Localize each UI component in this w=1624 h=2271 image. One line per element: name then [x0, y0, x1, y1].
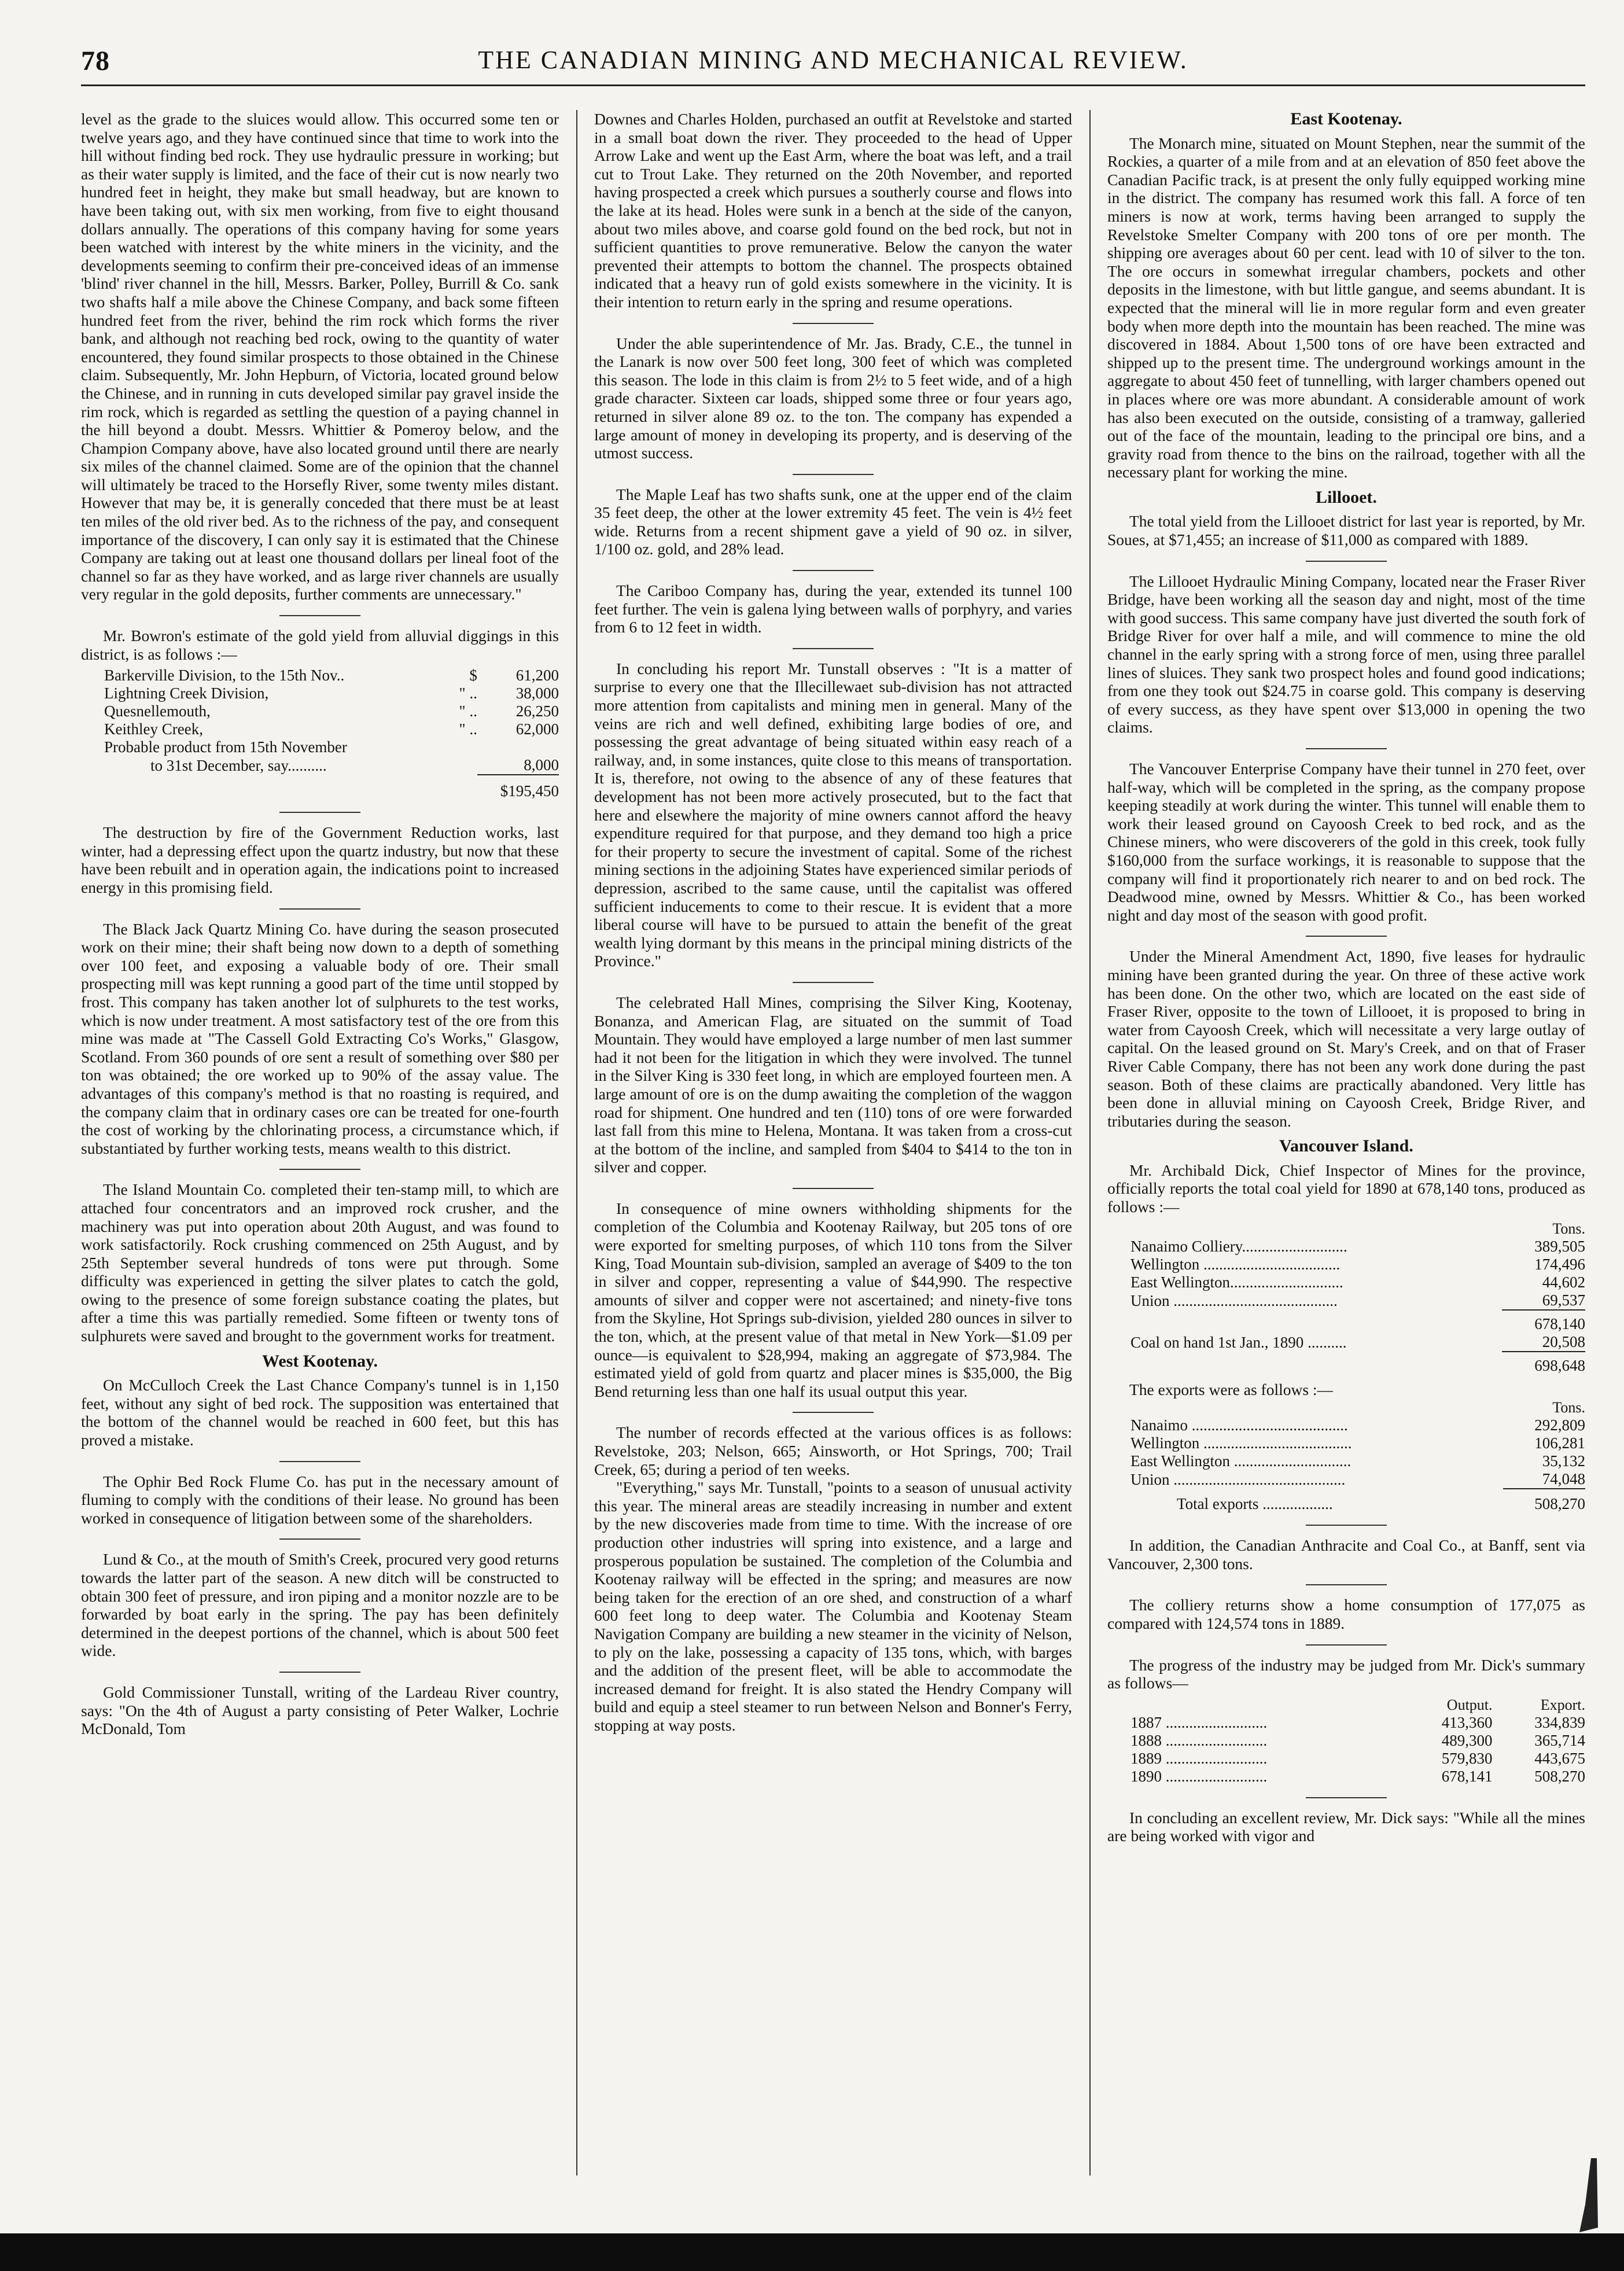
gold-yield-label: Lightning Creek Division, — [104, 684, 269, 702]
paragraph: The Maple Leaf has two shafts sunk, one at the upper end of the claim 35 feet deep, the other at the lower extremity 45 feet. The vein is 4½ feet wide. Returns from a recent shipment gave a yield of 90 oz. in silver, 1/100 oz. gold, and 28% lead. — [594, 485, 1072, 558]
paragraph: The Black Jack Quartz Mining Co. have during the season prosecuted work on their mine; their shaft being now down to a depth of something over 100 feet, and exposing a valuable body of ore. Their small prospecting mill was kept running a good part of the time until stopped by frost. This company has taken another lot of sulphurets to the test works, which is now under treatment. A most satisfactory test of the ore from this mine was made at "The Cassell Gold Extracting Co's Works," Glasgow, Scotland. From 360 pounds of ore sent a result of something over $80 per ton was obtained; the ore worked up to 90% of the assay value. The advantages of this company's method is that no roasting is required, and the company claim that in ordinary cases ore can be treated for one-fourth the cost of working by the chlorinating process, a circumstance which, if substantiated by further working tests, means wealth to this district. — [81, 919, 559, 1157]
header-rule — [81, 84, 1585, 86]
gold-yield-unit — [452, 738, 477, 756]
page-number: 78 — [81, 46, 110, 76]
summary-output: 413,360 — [1441, 1713, 1493, 1731]
article-columns — [81, 110, 1585, 2176]
coal-on-hand-label: Coal on hand 1st Jan., 1890 .......... — [1130, 1333, 1347, 1351]
gold-yield-value: 8,000 — [524, 756, 559, 774]
paragraph: The Lillooet Hydraulic Mining Company, located near the Fraser River Bridge, have been working all the season day and night, most of the time with good success. This same company have just diverted the south fork of Bridge River for over half a mile, and will commence to mine the old channel in the early spring with a strong force of men, using three parallel lines of sluices. They sank two prospect holes and found good indications; from one they took out $24.75 in coarse gold. This company is deserving of every success, as they have spent over $13,000 in opening the two claims. — [1107, 572, 1585, 737]
coal-row — [1107, 1273, 1585, 1291]
gold-yield-label: Quesnellemouth, — [104, 702, 211, 720]
separator-rule — [793, 982, 874, 983]
paragraph: Gold Commissioner Tunstall, writing of the Lardeau River country, says: "On the 4th of August a party consisting of Peter Walker, Lochrie McDonald, Tom — [81, 1683, 559, 1738]
paragraph: The celebrated Hall Mines, comprising the Silver King, Kootenay, Bonanza, and American Flag, are situated on the summit of Toad Mountain. They would have employed a large number of men last summer had it not been for the litigation in which they were involved. The tunnel in the Silver King is 330 feet long, in which are employed fourteen men. A large amount of ore is on the dump awaiting the completion of the waggon road for shipment. One hundred and ten (110) tons of ore were forwarded last fall from this mine to Helena, Montana. It was taken from a cross-cut at the bottom of the incline, and sampled from $404 to $414 to the ton in silver and copper. — [594, 993, 1072, 1176]
summary-table-header — [1107, 1696, 1585, 1714]
paragraph: The destruction by fire of the Government Reduction works, last winter, had a depressing effect upon the quartz industry, but now that these have been rebuilt and in operation again, the indications point to increased energy in this promising field. — [81, 823, 559, 896]
paragraph: In consequence of mine owners withholding shipments for the completion of the Columbia and Kootenay Railway, but 205 tons of ore were exported for smelting purposes, of which 110 tons from the Silver King, Toad Mountain sub-division, sampled an average of $409 to the ton in silver and copper, representing a value of $44,990. The respective amounts of silver and copper were not ascertained; and ninety-five tons from the Skyline, Hot Springs sub-division, yielded 280 ounces in silver to the ton, which, at the present value of that metal in New York—$1.09 per ounce—is equivalent to $28,994, making an aggregate of $73,984. The estimated yield of gold from quartz and placer mines is $35,000, the Big Bend returning less than one half its usual output this year. — [594, 1199, 1072, 1400]
section-heading-west-kootenay: West Kootenay. — [262, 1351, 378, 1371]
section-heading-lillooet: Lillooet. — [1316, 487, 1377, 507]
gold-yield-value: 62,000 — [515, 720, 559, 738]
export-row — [1107, 1470, 1585, 1489]
separator-rule — [279, 1672, 360, 1673]
summary-output: 678,141 — [1441, 1767, 1493, 1785]
summary-year: 1888 .......................... — [1130, 1731, 1268, 1749]
paragraph: Under the Mineral Amendment Act, 1890, five leases for hydraulic mining have been granted during the year. On three of these active work has been done. On the other two, which are located on the east side of Fraser River, opposite to the town of Lillooet, it is proposed to bring in water from Cayoosh Creek, which will necessitate a very large outlay of capital. On the leased ground on St. Mary's Creek, and on that of Fraser River Cable Company, there has not been any work done during the past season. Both of these claims are practically abandoned. Very little has been done in alluvial mining on Cayoosh Creek, Bridge River, and tributaries during the season. — [1107, 947, 1585, 1130]
export-row-value: 74,048 — [1542, 1470, 1585, 1488]
paragraph: The Ophir Bed Rock Flume Co. has put in the necessary amount of fluming to comply with the conditions of their lease. No ground has been worked in consequence of litigation between some of the shareholders. — [81, 1472, 559, 1527]
section-heading-vancouver-island: Vancouver Island. — [1279, 1136, 1413, 1156]
exports-table — [1107, 1398, 1585, 1513]
coal-row-label: Nanaimo Colliery........................... — [1130, 1237, 1347, 1255]
export-row-label: East Wellington .............................. — [1130, 1452, 1352, 1470]
gold-yield-unit: " .. — [459, 720, 477, 738]
summary-export: 508,270 — [1534, 1767, 1585, 1785]
coal-table-header — [1107, 1220, 1585, 1238]
coal-row-label: Wellington ................................... — [1130, 1255, 1341, 1273]
summary-export: 334,839 — [1534, 1713, 1585, 1731]
separator-rule — [793, 1188, 874, 1189]
paragraph: level as the grade to the sluices would allow. This occurred some ten or twelve years ago, and they have continued since that time to work into the hill without finding bed rock. They use hydraulic pressure in working; but as their water supply is limited, and the face of their cut is now nearly two hundred feet in height, they make but small headway, but are known to have been taking out, with six men working, from five to eight thousand dollars annually. The operations of this company having for some years been watched with interest by the white miners in the vicinity, and the developments seeming to confirm their pre-conceived ideas of an immense 'blind' river channel in the hill, Messrs. Barker, Polley, Burrill & Co. sank two shafts half a mile above the Chinese Company, and back some fifteen hundred feet from the river, behind the rim rock which forms the river bank, and although not reaching bed rock, owing to the quantity of water encountered, they found similar prospects to those obtained in the Chinese claim. Subsequently, Mr. John Hepburn, of Victoria, located ground below the Chinese, and in running in cuts developed similar pay gravel inside the rim rock, which is regarded as settling the question of a paying channel in the hill beyond a doubt. Messrs. Whittier & Pomeroy below, and the Champion Company above, have also located ground until there are nearly six miles of the channel claimed. Some are of the opinion that the channel will ultimately be traced to the Horsefly River, some twenty miles distant. However that may be, it is generally conceded that there must be at least ten miles of the old river bed. As to the richness of the pay, and consequent importance of the discovery, I can only say it is estimated that the Chinese Company are taking out at least one thousand dollars per lineal foot of the channel so far as they have worked, and as large river channels are usually very regular in the gold deposits, further comments are unnecessary." — [81, 110, 559, 603]
journal-title: THE CANADIAN MINING AND MECHANICAL REVIEW. — [478, 46, 1188, 74]
paragraph: The colliery returns show a home consumption of 177,075 as compared with 124,574 tons in 1889. — [1107, 1596, 1585, 1633]
separator-rule — [279, 1538, 360, 1540]
summary-table — [1107, 1696, 1585, 1786]
exports-table-header — [1107, 1398, 1585, 1416]
gold-yield-row — [81, 720, 559, 738]
coal-subtotal-row — [1107, 1310, 1585, 1333]
separator-rule — [279, 1461, 360, 1462]
separator-rule — [793, 474, 874, 475]
export-row-value: 292,809 — [1534, 1416, 1585, 1434]
exports-total-label: Total exports .................. — [1177, 1495, 1333, 1513]
page-header — [81, 45, 1585, 86]
gold-yield-total: $195,450 — [477, 775, 559, 800]
gold-yield-label: Keithley Creek, — [104, 720, 203, 738]
export-row-value: 106,281 — [1534, 1434, 1585, 1452]
exports-total-row — [1107, 1489, 1585, 1513]
gold-yield-value: 26,250 — [515, 702, 559, 720]
gold-yield-total-row — [81, 775, 559, 800]
coal-row-value: 69,537 — [1542, 1291, 1585, 1309]
gold-yield-unit — [452, 756, 477, 775]
paragraph: In addition, the Canadian Anthracite and Coal Co., at Banff, sent via Vancouver, 2,300 tons. — [1107, 1536, 1585, 1573]
exports-unit-label: Tons. — [1552, 1399, 1585, 1416]
separator-rule — [1306, 1644, 1387, 1646]
summary-row — [1107, 1714, 1585, 1732]
paragraph: Under the able superintendence of Mr. Jas. Brady, C.E., the tunnel in the Lanark is now over 500 feet long, 300 feet of which was completed this season. The lode in this claim is from 2½ to 5 feet wide, and of a high grade character. Sixteen car loads, shipped some three or four years ago, returned in silver alone 89 oz. to the ton. The company has expended a large amount of money in developing its property, and is deserving of the utmost success. — [594, 334, 1072, 462]
paragraph: Lund & Co., at the mouth of Smith's Creek, procured very good returns towards the latter part of the season. A new ditch will be constructed to obtain 300 feet of pressure, and iron piping and a monitor nozzle are to be forwarded by boat early in the spring. The pay has been definitely determined in the deepest portions of the channel, which is about 500 feet wide. — [81, 1550, 559, 1660]
gold-yield-row — [81, 702, 559, 720]
summary-row — [1107, 1732, 1585, 1750]
gold-yield-row — [81, 756, 559, 775]
paragraph: On McCulloch Creek the Last Chance Company's tunnel is in 1,150 feet, without any sight of bed rock. The supposition was entertained that the bottom of the channel would be reached in 600 feet, but this has proved a mistake. — [81, 1376, 559, 1449]
coal-yield-table — [1107, 1220, 1585, 1375]
coal-total: 698,648 — [1502, 1352, 1585, 1375]
export-row — [1107, 1452, 1585, 1470]
gold-yield-unit: " .. — [459, 702, 477, 720]
summary-output: 489,300 — [1441, 1731, 1493, 1749]
gold-yield-unit: $ — [469, 667, 477, 684]
exports-total-value: 508,270 — [1503, 1489, 1585, 1513]
page-corner-mark — [1556, 2158, 1603, 2233]
separator-rule — [1306, 748, 1387, 749]
coal-row-label: East Wellington............................. — [1130, 1273, 1343, 1291]
section-heading-east-kootenay: East Kootenay. — [1290, 110, 1402, 128]
column-2 — [594, 110, 1072, 2176]
paragraph: The total yield from the Lillooet district for last year is reported, by Mr. Soues, at $71,455; an increase of $11,000 as compared with 1889. — [1107, 512, 1585, 549]
coal-total-row — [1107, 1352, 1585, 1375]
gold-yield-label: Probable product from 15th November — [104, 738, 347, 756]
paragraph: Mr. Archibald Dick, Chief Inspector of Mines for the province, officially reports the total coal yield for 1890 at 678,140 tons, produced as follows :— — [1107, 1161, 1585, 1216]
gold-yield-value: 61,200 — [515, 667, 559, 684]
coal-row-value: 389,505 — [1534, 1237, 1585, 1255]
summary-output: 579,830 — [1441, 1749, 1493, 1767]
gold-yield-label: Barkerville Division, to the 15th Nov.. — [104, 667, 345, 684]
separator-rule — [793, 648, 874, 649]
summary-col-export: Export. — [1540, 1696, 1585, 1713]
scan-edge-band — [0, 2233, 1624, 2271]
export-row — [1107, 1416, 1585, 1434]
export-row-label: Nanaimo ........................................ — [1130, 1416, 1348, 1434]
separator-rule — [793, 323, 874, 324]
coal-row — [1107, 1256, 1585, 1273]
coal-row-value: 174,496 — [1534, 1255, 1585, 1273]
paragraph: The progress of the industry may be judged from Mr. Dick's summary as follows— — [1107, 1655, 1585, 1692]
coal-row-label: Union .......................................... — [1130, 1291, 1338, 1309]
summary-row — [1107, 1768, 1585, 1786]
separator-rule — [1306, 1584, 1387, 1585]
separator-rule — [279, 615, 360, 616]
separator-rule — [1306, 561, 1387, 562]
paragraph: "Everything," says Mr. Tunstall, "points to a season of unusual activity this year. The mineral areas are steadily increasing in number and extent by the new discoveries made from time to time. With the increase of ore production other industries will spring into existence, and a large and prosperous population be sustained. The completion of the Columbia and Kootenay railway will be effected in the spring; and measures are now being taken for the erection of an ore shed, and construction of a wharf 600 feet long to deep water. The Columbia and Kootenay Steam Navigation Company are building a new steamer in the vicinity of Nelson, to ply on the lake, possessing a capacity of 135 tons, which, with barges and the addition of the present fleet, will be able to accommodate the increased demand for freight. It is also stated the Hendry Company will build and equip a steel steamer to run between Nelson and Bonner's Ferry, stopping at way posts. — [594, 1478, 1072, 1734]
summary-year: 1887 .......................... — [1130, 1713, 1268, 1731]
paragraph: The Cariboo Company has, during the year, extended its tunnel 100 feet further. The vein is galena lying between walls of porphyry, and varies from 6 to 12 feet in width. — [594, 581, 1072, 636]
paragraph: The Monarch mine, situated on Mount Stephen, near the summit of the Rockies, a quarter of a mile from and at an elevation of 850 feet above the Canadian Pacific track, is at present the only fully equipped working mine in the district. The company has resumed work this fall. A force of ten miners is now at work, terms having been arranged to supply the Revelstoke Smelter Company with 200 tons of ore per month. The shipping ore averages about 60 per cent. lead with 10 of silver to the ton. The ore occurs in somewhat irregular chambers, pockets and other deposits in the limestone, with but little gangue, and seems abundant. It is expected that the mineral will lie in more regular form and even greater body when more depth into the mountain has been reached. The mine was discovered in 1884. About 1,500 tons of ore have been extracted and shipped up to the present time. The underground workings amount in the aggregate to about 450 feet of tunnelling, with larger chambers opened out in places where ore was more abundant. A considerable amount of work has also been executed on the outside, consisting of a tramway, galleried out of the face of the mountain, leading to the principal ore bins, and a gravity road from thence to the bins on the railroad, together with all the necessary plant for working the mine. — [1107, 134, 1585, 481]
separator-rule — [279, 908, 360, 910]
export-row — [1107, 1434, 1585, 1452]
separator-rule — [1306, 936, 1387, 937]
separator-rule — [279, 812, 360, 813]
separator-rule — [1306, 1797, 1387, 1798]
paragraph: Downes and Charles Holden, purchased an outfit at Revelstoke and started in a small boat down the river. They proceeded to the head of Upper Arrow Lake and went up the East Arm, where the boat was left, and a trail cut to Trout Lake. They returned on the 20th November, and reported having prospected a creek which pursues a southerly course and flows into the lake at its head. Holes were sunk in a bench at the side of the canyon, about two miles above, and coarse gold found on the bed rock, but not in sufficient quantities to prove remunerative. Below the canyon the water prevented their attempts to bottom the channel. The prospects obtained indicated that a heavy run of gold exists somewhere in the vicinity. It is their intention to return early in the spring and resume operations. — [594, 110, 1072, 311]
paragraph: The number of records effected at the various offices is as follows: Revelstoke, 203; Nelson, 665; Ainsworth, or Hot Springs, 700; Trail Creek, 65; during a period of ten weeks. — [594, 1423, 1072, 1478]
coal-on-hand-value: 20,508 — [1542, 1333, 1585, 1350]
column-1 — [81, 110, 559, 2176]
coal-on-hand-row — [1107, 1333, 1585, 1352]
coal-subtotal: 678,140 — [1502, 1310, 1585, 1333]
summary-export: 365,714 — [1534, 1731, 1585, 1749]
gold-yield-row — [81, 684, 559, 702]
column-3 — [1107, 110, 1585, 2176]
gold-yield-row — [81, 738, 559, 756]
separator-rule — [1306, 1525, 1387, 1526]
gold-yield-table — [81, 667, 559, 800]
export-row-label: Wellington ...................................... — [1130, 1434, 1352, 1452]
summary-col-output: Output. — [1446, 1696, 1493, 1713]
summary-year: 1889 .......................... — [1130, 1749, 1268, 1767]
gold-yield-value — [477, 738, 559, 756]
paragraph: The exports were as follows :— — [1129, 1380, 1334, 1398]
separator-rule — [279, 1169, 360, 1170]
gold-yield-label: to 31st December, say.......... — [150, 757, 327, 775]
coal-row — [1107, 1291, 1585, 1310]
paragraph: In concluding an excellent review, Mr. Dick says: "While all the mines are being worked with vigor and — [1107, 1808, 1585, 1845]
column-divider — [576, 110, 577, 2176]
coal-row — [1107, 1238, 1585, 1256]
separator-rule — [793, 570, 874, 571]
coal-unit-label: Tons. — [1552, 1220, 1585, 1237]
column-divider — [1089, 110, 1091, 2176]
summary-row — [1107, 1750, 1585, 1768]
paragraph: Mr. Bowron's estimate of the gold yield from alluvial diggings in this district, is as follows :— — [81, 627, 559, 663]
export-row-value: 35,132 — [1542, 1452, 1585, 1470]
summary-year: 1890 .......................... — [1130, 1767, 1268, 1785]
paragraph: The Vancouver Enterprise Company have their tunnel in 270 feet, over half-way, which will be completed in the spring, as the company propose keeping steadily at work during the winter. This tunnel will enable them to work their leased ground on Cayoosh Creek to bed rock, and as the Chinese miners, who were discoverers of the gold in this creek, took fully $160,000 from the surface workings, it is reasonable to suppose that the company will find it proportionately rich nearer to and on bed rock. The Deadwood mine, owned by Messrs. Whittier & Co., has been worked night and day most of the season with good profit. — [1107, 760, 1585, 924]
summary-export: 443,675 — [1534, 1749, 1585, 1767]
gold-yield-value: 38,000 — [515, 684, 559, 702]
coal-row-value: 44,602 — [1542, 1273, 1585, 1291]
separator-rule — [793, 1412, 874, 1413]
paragraph: The Island Mountain Co. completed their ten-stamp mill, to which are attached four concentrators and an improved rock crusher, and the machinery was put into operation about 20th August, and was found to work satisfactorily. Rock crushing commenced on 25th August, and by 25th September several hundreds of tons were put through. Some difficulty was experienced in getting the silver plates to catch the gold, owing to the presence of some foreign substance coating the plates, but after a time this was partially remedied. Some fifteen or twenty tons of sulphurets were saved and brought to the government works for treatment. — [81, 1180, 559, 1345]
gold-yield-row — [81, 667, 559, 684]
export-row-label: Union ............................................ — [1130, 1471, 1346, 1489]
gold-yield-unit: " .. — [459, 684, 477, 702]
paragraph: In concluding his report Mr. Tunstall observes : "It is a matter of surprise to every one that the Illecillewaet sub-division has not attracted more attention from capitalists and mining men in general. Many of the veins are rich and well defined, exhibiting large bodies of ore, and possessing the great advantage of being situated within easy reach of a railway, and, in some instances, quite close to this means of transportation. It is, therefore, not owing to the absence of any of these features that development has not been more actively prosecuted, but to the fact that here and elsewhere the majority of mine owners cannot afford the heavy expenditure required for that purpose, and they demand too high a price for their property to secure the investment of capital. Some of the richest mining sections in the adjoining States have experienced similar periods of depression, ascribed to the same cause, until the capitalist was offered sufficient inducements to come to their rescue. It is evident that a more liberal course will have to be pursued to attain the benefit of the great wealth lying dormant by this means in the principal mining districts of the Province." — [594, 659, 1072, 970]
